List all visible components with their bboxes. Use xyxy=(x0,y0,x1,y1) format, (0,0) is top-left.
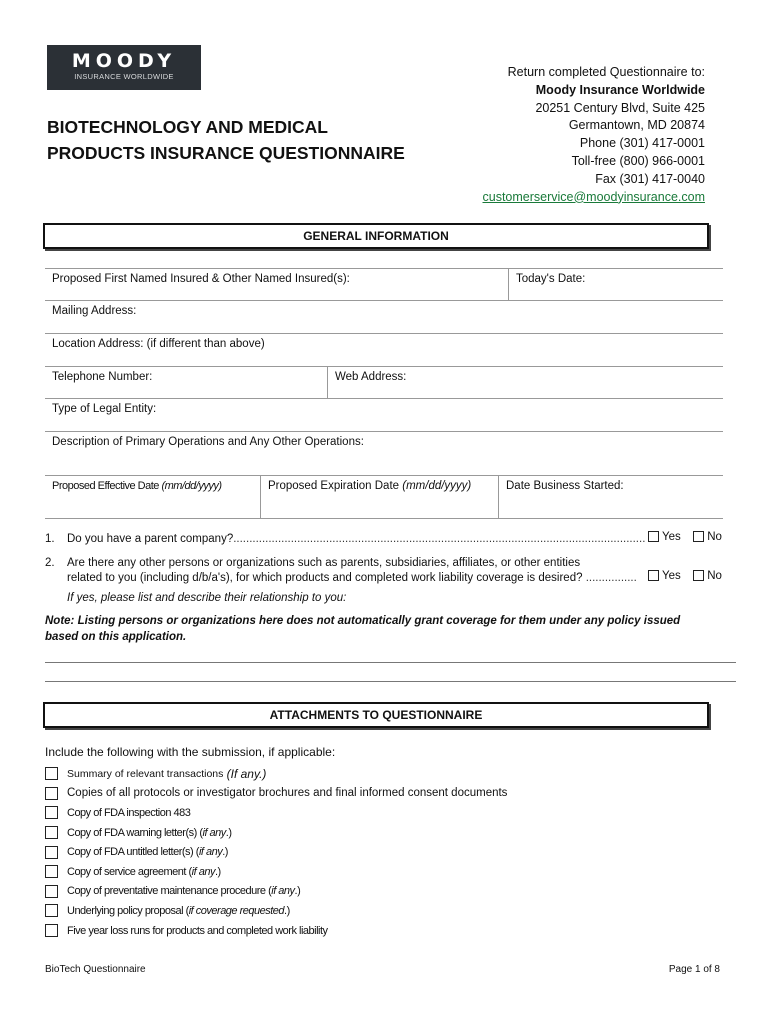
attachment-checkbox[interactable] xyxy=(45,767,58,780)
company-logo xyxy=(47,45,201,90)
attachment-checkbox[interactable] xyxy=(45,826,58,839)
logo-brand: MOODY xyxy=(71,50,177,72)
coverage-note: Note: Listing persons or organizations here does not automatically grant coverage for them under any policy issued based on this application. xyxy=(45,615,681,643)
question-2-no-label: No xyxy=(707,570,722,582)
question-2-yes-label: Yes xyxy=(662,570,681,582)
question-1-no-checkbox[interactable] xyxy=(693,531,704,542)
return-address-block xyxy=(483,64,706,206)
telephone-field[interactable]: Telephone Number: xyxy=(52,371,153,383)
contact-company: Moody Insurance Worldwide xyxy=(535,82,705,97)
general-information-header: GENERAL INFORMATION xyxy=(43,223,709,249)
attachment-checkbox[interactable] xyxy=(45,904,58,917)
question-2-yes xyxy=(648,570,681,582)
answer-line[interactable] xyxy=(45,662,736,663)
answer-line[interactable] xyxy=(45,681,736,682)
footer-page-number: Page 1 of 8 xyxy=(668,964,720,975)
question-2-number: 2. xyxy=(45,557,55,569)
attachment-checkbox[interactable] xyxy=(45,865,58,878)
todays-date-field[interactable]: Today's Date: xyxy=(516,273,586,285)
title-line-2: PRODUCTS INSURANCE QUESTIONNAIRE xyxy=(47,143,405,163)
attachments-intro: Include the following with the submission, if applicable: xyxy=(45,745,336,759)
attachment-item: Copy of FDA untitled letter(s) ( if any .) xyxy=(45,842,507,862)
operations-field[interactable]: Description of Primary Operations and Any Other Operations: xyxy=(52,436,364,448)
attachment-item: Underlying policy proposal ( if coverage requested .) xyxy=(45,901,507,921)
question-2-followup: If yes, please list and describe their relationship to you: xyxy=(67,592,347,604)
contact-intro: Return completed Questionnaire to: xyxy=(507,65,705,79)
web-address-field[interactable]: Web Address: xyxy=(335,371,407,383)
logo-tagline: INSURANCE WORLDWIDE xyxy=(74,72,174,81)
contact-email-link[interactable]: customerservice@moodyinsurance.com xyxy=(482,189,705,204)
attachment-item: Copy of FDA inspection 483 xyxy=(45,803,507,823)
row-operations xyxy=(45,431,723,476)
question-1-yes-checkbox[interactable] xyxy=(648,531,659,542)
attachment-checkbox[interactable] xyxy=(45,885,58,898)
legal-entity-field[interactable]: Type of Legal Entity: xyxy=(52,403,157,415)
contact-city: Germantown, MD 20874 xyxy=(568,118,705,133)
mailing-address-field[interactable]: Mailing Address: xyxy=(52,305,137,317)
attachment-checkbox[interactable] xyxy=(45,787,58,800)
attachment-checkbox[interactable] xyxy=(45,806,58,819)
question-2-text-line-1: Are there any other persons or organizations such as parents, subsidiaries, affiliates, or other entities xyxy=(67,557,581,569)
row-dates xyxy=(45,475,723,519)
question-1-text: Do you have a parent company?................................................................................................................................. xyxy=(67,533,646,545)
attachment-item: Summary of relevant transactions (If any.) xyxy=(45,764,507,784)
row-location-address xyxy=(45,333,723,367)
attachment-item: Copies of all protocols or investigator brochures and final informed consent documents xyxy=(45,784,507,804)
expiration-date-label: Proposed Expiration Date xyxy=(268,480,400,492)
attachment-item: Copy of service agreement ( if any .) xyxy=(45,862,507,882)
named-insured-field[interactable]: Proposed First Named Insured & Other Named Insured(s): xyxy=(52,273,350,285)
question-1-no xyxy=(693,531,722,543)
attachments-header: ATTACHMENTS TO QUESTIONNAIRE xyxy=(43,702,709,728)
question-2-no xyxy=(693,570,722,582)
effective-date-label: Proposed Effective Date xyxy=(52,480,159,492)
document-title xyxy=(47,114,405,166)
question-2-text-line-2: related to you (including d/b/a's), for which products and completed work liability coverage is desired? ................ xyxy=(67,572,637,584)
attachment-item: Copy of FDA warning letter(s) ( if any .) xyxy=(45,823,507,843)
attachment-item: Copy of preventative maintenance procedure ( if any .) xyxy=(45,882,507,902)
contact-street: 20251 Century Blvd, Suite 425 xyxy=(535,100,705,115)
row-named-insured xyxy=(45,268,723,301)
title-line-1: BIOTECHNOLOGY AND MEDICAL xyxy=(47,117,328,137)
expiration-date-field[interactable] xyxy=(261,476,478,496)
row-telephone-web xyxy=(45,366,723,399)
attachment-checkbox[interactable] xyxy=(45,846,58,859)
effective-date-format: (mm/dd/yyyy) xyxy=(161,480,222,492)
business-started-field[interactable]: Date Business Started: xyxy=(506,480,624,492)
attachments-list xyxy=(45,764,507,940)
contact-fax: Fax (301) 417-0040 xyxy=(595,171,705,186)
question-1-yes xyxy=(648,531,681,543)
question-1-no-label: No xyxy=(707,531,722,543)
expiration-date-format: (mm/dd/yyyy) xyxy=(402,480,472,492)
attachment-item: Five year loss runs for products and completed work liability xyxy=(45,921,507,941)
question-2-no-checkbox[interactable] xyxy=(693,570,704,581)
footer-document-name: BioTech Questionnaire xyxy=(45,964,146,975)
row-legal-entity xyxy=(45,398,723,432)
attachment-checkbox[interactable] xyxy=(45,924,58,937)
question-1-yes-label: Yes xyxy=(662,531,681,543)
question-2-yes-checkbox[interactable] xyxy=(648,570,659,581)
row-mailing-address xyxy=(45,300,723,334)
question-1-number: 1. xyxy=(45,533,55,545)
location-address-field[interactable]: Location Address: (if different than above) xyxy=(52,338,265,350)
contact-tollfree: Toll-free (800) 966-0001 xyxy=(571,153,705,168)
effective-date-field[interactable] xyxy=(45,476,228,496)
contact-phone: Phone (301) 417-0001 xyxy=(579,136,705,151)
